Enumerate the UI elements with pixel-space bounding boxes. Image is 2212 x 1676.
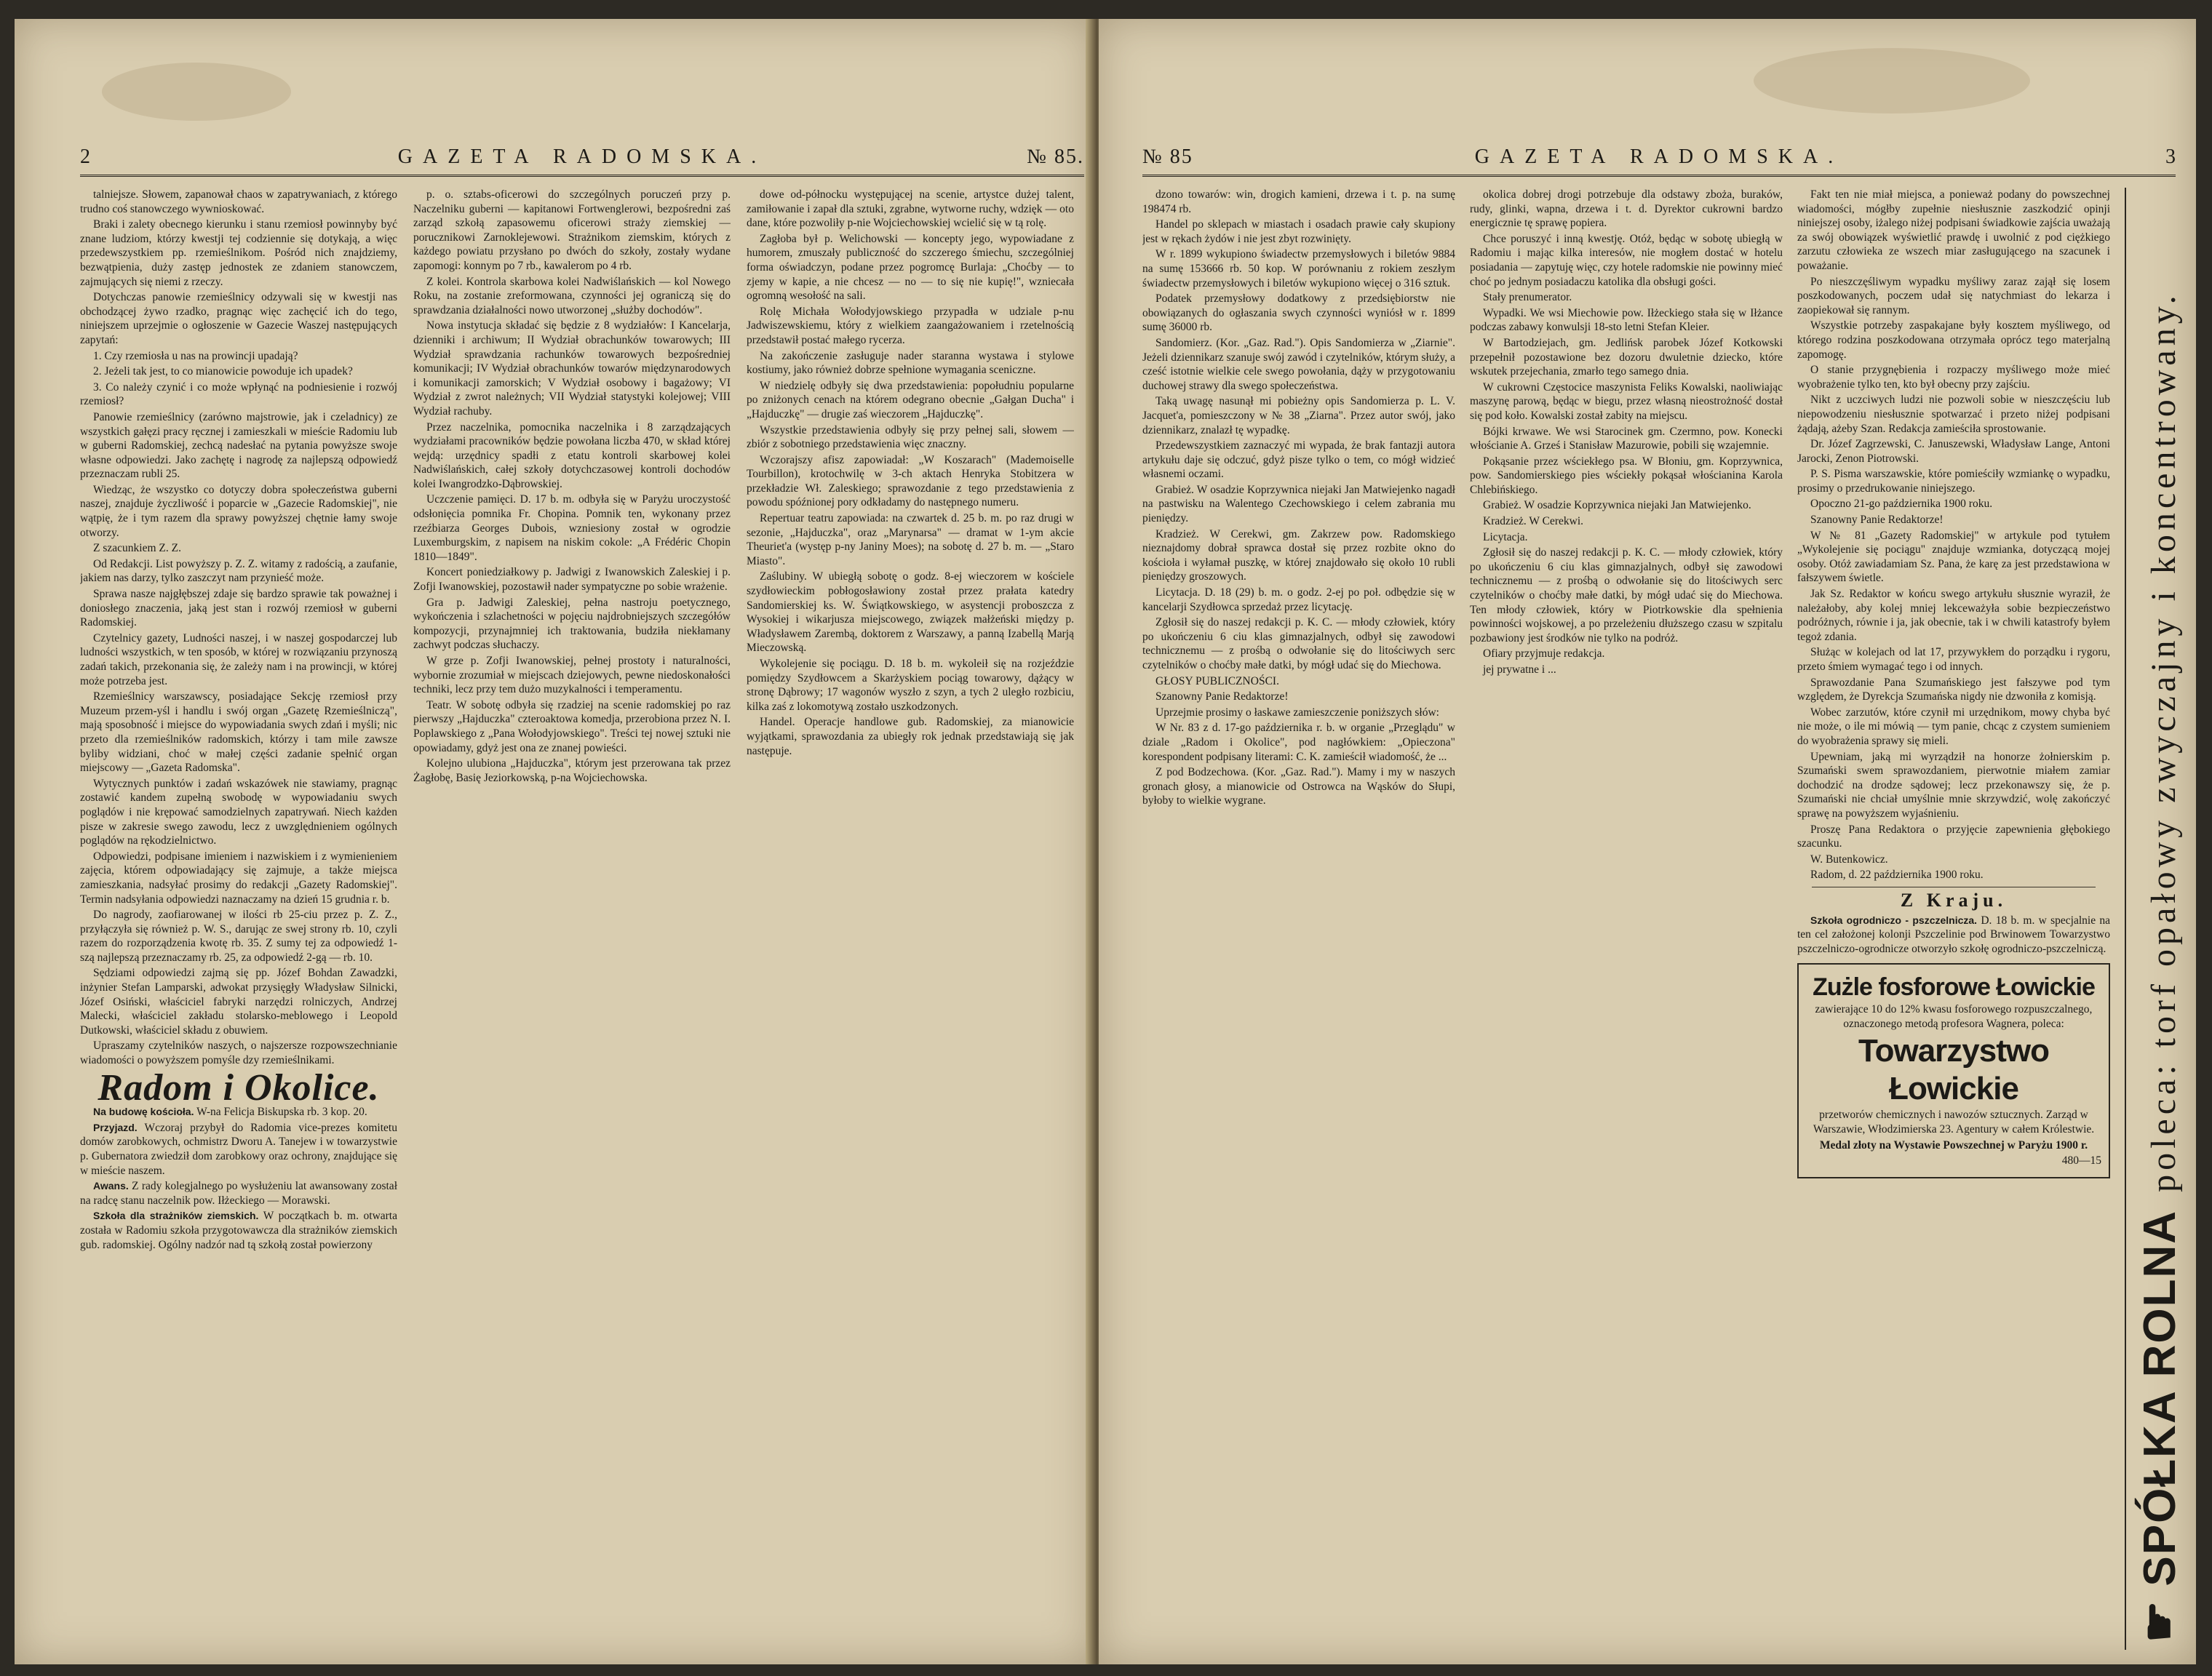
- article-paragraph: Koncert poniedziałkowy p. Jadwigi z Iwanowskich Zaleskiej i p. Zofji Iwanowskiej, pozostawił nader sympatyczne po sobie wrażenie.: [413, 566, 731, 594]
- vertical-ad-tagline: poleca: torf opałowy zwyczajny i koncentrowany.: [2144, 291, 2183, 1192]
- article-paragraph: Proszę Pana Redaktora o przyjęcie zapewnienia głębokiego szacunku.: [1797, 823, 2110, 850]
- section-heading: Radom i Okolice.: [98, 1066, 380, 1109]
- article-paragraph: Teatr. W sobotę odbyła się rzadziej na scenie radomskiej po raz pierwszy „Hajduczka" czteroaktowa komedja, przerobiona przez N. I. Poplawskiego z „Pana Wołodyjowskiego". Treści tej nowej sztuki nie opowiadamy, gdyż jest ona ze znanej powieści.: [413, 698, 731, 754]
- article-paragraph: Dotychczas panowie rzemieślnicy odzywali się w kwestji nas obchodzącej żywo rzadko, pragnąc więc zachęcić ich do tego, niniejszem uprzejmie o ogłoszenie w Gazecie Waszej następujących zapytań:: [80, 291, 397, 346]
- article-paragraph: Dr. Józef Zagrzewski, C. Januszewski, Władysław Lange, Antoni Jarocki, Zenon Piotrowski.: [1797, 438, 2110, 465]
- left-page: [15, 19, 1093, 1664]
- article-paragraph: P. S. Pisma warszawskie, które pomieściły wzmiankę o wypadku, prosimy o przedrukowanie niniejszego.: [1797, 468, 2110, 495]
- article-paragraph: Ofiary przyjmuje redakcja.: [1483, 647, 1605, 661]
- article-paragraph: Czytelnicy gazety, Ludności naszej, i w naszej gospodarczej lub ludności wszystkich, w ten sposób, w której w rozwiązaniu przynoszą zadań takich, przekonania się, że zależy nam i na prowincji, w której może potrzeba jest.: [80, 631, 397, 687]
- article-paragraph: Do nagrody, zaofiarowanej w ilości rb 25-ciu przez p. Z. Z., przyłączyła się również p. W. S., darując ze swej strony rb. 10, czyli razem do rozporządzenia kwotę rb. 35. Z sumy tej za odpowiedź 1-szą najlepszą przeznaczamy rb. 25, za odpowiedź 2-gą — rb. 10.: [80, 909, 397, 964]
- article-paragraph: Nowa instytucja składać się będzie z 8 wydziałów: I Kancelarja, dzienniki i archiwum; II Wydział obrachunków towarowych; III Wydział sprawdzania rachunków towarowych bezpośredniej komunikacji; IV Wydział obrachunków towarów międzynarodowych i komunikacji zamorskich; V Wydział osobowy i bagażowy; VI Wydział z zwrot należnych; VII Wydział statystyki kolejowej; VIII Wydział rachuby.: [413, 319, 731, 418]
- news-kicker: Szkoła dla strażników ziemskich.: [93, 1210, 259, 1222]
- right-page: [1099, 19, 2196, 1664]
- article-paragraph: Z pod Bodzechowa. (Kor. „Gaz. Rad."). Mamy i my w naszych gronach głosy, a mianowicie od Ostrowca na Wąsków do Słupi, byłoby to wielkie wygrane.: [1142, 766, 1455, 807]
- ad-title-top: Zużle fosforowe Łowickie: [1813, 973, 2095, 1002]
- article-paragraph: Pokąsanie przez wściekłego psa. W Błoniu, gm. Koprzywnica, pow. Sandomierskiego pies wściekły pokąsał włościanina Karola Chlebińskiego.: [1470, 455, 1783, 496]
- ad-description: zawierające 10 do 12% kwasu fosforowego rozpuszczalnego, oznaczonego metodą profesora Wagnera, poleca:: [1815, 1003, 2093, 1030]
- masthead: GAZETA RADOMSKA.: [397, 145, 767, 168]
- ad-title-main: Towarzystwo Łowickie: [1858, 1033, 2049, 1107]
- article-paragraph: Sandomierz. (Kor. „Gaz. Rad."). Opis Sandomierza w „Ziarnie". Jeżeli dziennikarz szanuje swój zawód i czytelników, którym służy, a cześć istotnie wielkie cele swego powołania, dąży w przygotowaniu duchowej strawy dla swego społeczeństwa.: [1142, 336, 1455, 392]
- article-paragraph: W Bartodziejach, gm. Jedlińsk parobek Józef Kotkowski przepełnił pozostawione bez dozoru dwuletnie dziecko, które wskutek przejechania, zmarło tego samego dnia.: [1470, 336, 1783, 378]
- issue-number: № 85.: [1027, 145, 1084, 168]
- article-paragraph: Uprzejmie prosimy o łaskawe zamieszczenie poniższych słów:: [1155, 706, 1439, 719]
- article-paragraph: 3. Co należy czynić i co może wpłynąć na podniesienie i rozwój rzemiosł?: [80, 380, 397, 408]
- article-paragraph: Stały prenumerator.: [1483, 291, 1572, 304]
- news-text: Z rady kolegjalnego po wysłużeniu lat awansowany został na radcę stanu naczelnik pow. Iłżeckiego — Morawski.: [80, 1180, 397, 1207]
- article-paragraph: Szanowny Panie Redaktorze!: [1155, 690, 1289, 703]
- article-paragraph: Zgłosił się do naszej redakcji p. K. C. — młody człowiek, który po ukończeniu 6 ciu klas gimnazjalnych, odbył się zawodowi technicznemu — z prośbą o odwołanie się do litościwych serc czytelników o choćby małe datki, by mógł udać się do Miechowa. Ten młody człowiek, który w Piotrkowskie dla spełnienia powinności wojskowej, a po przeleżeniu dłuższego czasu w szpitalu pozbawiony jest środków nie tylko na podróż.: [1470, 546, 1783, 645]
- article-paragraph: Sprawozdanie Pana Szumańskiego jest fałszywe pod tym względem, że Dyrekcja Szumańska nigdy nie dzwoniła z komisją.: [1797, 676, 2110, 703]
- news-text: W-na Felicja Biskupska rb. 3 kop. 20.: [196, 1106, 367, 1119]
- left-page-header: [80, 143, 1084, 177]
- article-paragraph: Fakt ten nie miał miejsca, a ponieważ podany do powszechnej wiadomości, mógłby zupełnie niesłusznie zaszkodzić opinji niniejszej osoby, iżalego niżej podpisani świadkowie zajścia uważają za swój obowiązek wyświetlić prawdę i uwolnić z pod ciężkiego zarzutu człowieka ze wszech miar zasługującego na szacunek i poważanie.: [1797, 188, 2110, 272]
- article-paragraph: dowe od-północku występującej na scenie, artystce dużej talent, zamiłowanie i zapał dla sztuki, zgrabne, wytworne ruchy, wdzięk — oto dane, które pozwoliły p-nie Wojciechowskiej wcielić się w tą rolę.: [747, 188, 1074, 230]
- article-paragraph: Upewniam, jaką mi wyrządził na honorze żołnierskim p. Szumański swem sprawozdaniem, pierwotnie miałem zamiar dochodzić na drodze sądowej; lecz przekonawszy się, że p. Szumański nie chciał umyślnie mnie skrzywdzić, wolę zakończyć sprawę na powyższem wyjaśnieniu.: [1797, 750, 2110, 820]
- article-paragraph: W niedzielę odbyły się dwa przedstawienia: popołudniu popularne po zniżonych cenach na którem odegrano obecnie „Gałgan Ducha" i „Hajduczkę" — drugie zaś wieczorem „Hajduczkę".: [747, 379, 1074, 420]
- right-column-2: [1470, 188, 1783, 1657]
- article-paragraph: Gra p. Jadwigi Zaleskiej, pełna nastroju poetycznego, wykończenia i szlachetności w pojęciu najdrobniejszych szczegółów kompozycji, przynajmniej ich traktowania, budziła niekłamany zachwyt podczas słuchaczy.: [413, 596, 731, 652]
- issue-number: № 85: [1142, 145, 1193, 168]
- article-paragraph: Z szacunkiem Z. Z.: [93, 542, 181, 555]
- news-kicker: Awans.: [93, 1180, 129, 1192]
- news-text: D. 18 b. m. w specjalnie na ten cel założonej kolonji Pszczelinie pod Brwinowem Towarzystwo pszczelniczo-ogrodnicze otworzyło szkołę ogrodniczo-pszczelniczą.: [1797, 914, 2110, 955]
- news-item: [80, 1179, 397, 1208]
- article-paragraph: Rzemieślnicy warszawscy, posiadające Sekcję rzemiosł przy Muzeum przem-yśl i handlu i swój organ „Gazetę Rzemieślniczą", mają sposobność i miejsce do wypowiadania swych zdań i myśli; nic przeto dla rzemieślników radomskich, którzy i tam mile zawsze byliby widziani, choć w małej części zadanie spełnić organ miejscowy — „Gazeta Radomska".: [80, 690, 397, 775]
- article-paragraph: W r. 1899 wykupiono świadectw przemysłowych i biletów 9884 na sumę 153666 rb. 50 kop. W porównaniu z rokiem zeszłym świadectw przemysłowych i biletów wykupiono więcej o 316 sztuk.: [1142, 248, 1455, 290]
- news-text: Wczoraj przybył do Radomia vice-prezes komitetu domów zarobkowych, ochmistrz Dworu A. Tanejew i w towarzystwie p. Gubernatora zwiedził dom zarobkowy oraz ochrony, znajdujące się w mieście naszem.: [80, 1121, 397, 1177]
- vertical-advertisement: [2125, 188, 2192, 1650]
- article-paragraph: W. Butenkowicz.: [1810, 853, 1888, 866]
- article-paragraph: Wczorajszy afisz zapowiadał: „W Koszarach" (Mademoiselle Tourbillon), krotochwilę w 3-ch aktach Henryka Stobitzera w przekładzie Wł. Zaleskiego; sprawozdanie z tego przedstawienia z powodu spóźnionej pory odkładamy do następnego numeru.: [747, 453, 1074, 509]
- article-paragraph: Kradzież. W Cerekwi.: [1483, 515, 1584, 528]
- article-paragraph: Na zakończenie zasługuje nader staranna wystawa i stylowe kostiumy, jako również dobrze spełnione wymagania sceniczne.: [747, 349, 1074, 377]
- article-paragraph: 2. Jeżeli tak jest, to co mianowicie powoduje ich upadek?: [93, 365, 353, 378]
- article-paragraph: Wiedząc, że wszystko co dotyczy dobra społeczeństwa guberni naszej, znajduje życzliwość i poparcie w „Gazecie Radomskiej", nie wątpię, że i tym razem dla sprawy powyższej chętnie łamy swoje otworzy.: [80, 483, 397, 539]
- news-kicker: Przyjazd.: [93, 1121, 138, 1133]
- article-paragraph: W cukrowni Częstocice maszynista Feliks Kowalski, naoliwiając maszynę parową, będąc w biegu, przez własną nieostrożność dostał się pod koło. Kowalski został zabity na miejscu.: [1470, 380, 1783, 422]
- article-paragraph: talniejsze. Słowem, zapanował chaos w zapatrywaniach, z którego trudno coś stanowczego wywnioskować.: [80, 188, 397, 215]
- article-paragraph: Nikt z uczciwych ludzi nie pozwoli sobie w nieszczęściu lub niepowodzeniu niesłusznie spotwarzać i przeto niżej podpisani żądają, ażeby Szan. Redakcja zamieściła sprostowanie.: [1797, 394, 2110, 435]
- article-paragraph: Handel po sklepach w miastach i osadach prawie cały skupiony jest w rękach żydów i nie jest zbyt rozwinięty.: [1142, 218, 1455, 245]
- article-paragraph: Grabież. W osadzie Koprzywnica niejaki Jan Matwiejenko nagadł na pastwisku na Walentego Czechowskiego i celem zabrania mu pieniędzy.: [1142, 483, 1455, 525]
- article-paragraph: okolica dobrej drogi potrzebuje dla odstawy zboża, buraków, rudy, glinki, wapna, drzewa i t. d. Dyrektor cukrowni bardzo energicznie tę sprawę popiera.: [1470, 188, 1783, 230]
- article-paragraph: Od Redakcji. List powyższy p. Z. Z. witamy z radością, a zaufanie, jakiem nas darzy, tylko zaszczyt nam przynieść może.: [80, 557, 397, 585]
- article-paragraph: Bójki krwawe. We wsi Starocinek gm. Czermno, pow. Konecki włościanie A. Grześ i Stanisław Mazurowie, pobili się wzajemnie.: [1470, 425, 1783, 452]
- article-paragraph: 1. Czy rzemiosła u nas na prowincji upadają?: [93, 349, 298, 362]
- article-paragraph: Wszystkie potrzeby zaspakajane były kosztem myśliwego, od którego rodzina poszkodowana otrzymała oprócz tego materjalną zapomogę.: [1797, 319, 2110, 361]
- article-paragraph: Z kolei. Kontrola skarbowa kolei Nadwiślańskich — kol Nowego Roku, na zostanie zreformowana, czynności jej ograniczą się do sprawdzania działalności nowo utworzonej „służby dochodów".: [413, 275, 731, 316]
- vertical-ad-name: SPÓŁKA ROLNA: [2135, 1209, 2185, 1587]
- article-paragraph: Kolejno ulubiona „Hajduczka", którym jest przerowana tak przez Żagłobę, Basię Jeziorkowską, p-na Wojciechowska.: [413, 757, 731, 784]
- news-item: [80, 1105, 397, 1120]
- article-paragraph: Grabież. W osadzie Koprzywnica niejaki Jan Matwiejenko.: [1483, 499, 1751, 512]
- article-paragraph: Sprawa nasze najgłębszej zdaje się bardzo sprawie tak poważnej i doniosłego znaczenia, jaką jest stan i rozwój rzemiosł w guberni Radomskiej.: [80, 588, 397, 629]
- article-paragraph: Repertuar teatru zapowiada: na czwartek d. 25 b. m. po raz drugi w sezonie, „Hajduczka", oraz „Marynarsa" — dramat w 1-ym akcie Theuriet'a (występ p-ny Janiny Moes); na sobotę d. 27 b. m. — „Staro Miasto".: [747, 512, 1074, 567]
- ad-details: przetworów chemicznych i nawozów sztucznych. Zarząd w Warszawie, Włodzimierska 23. Agentury w całem Królestwie.: [1813, 1109, 2095, 1136]
- article-paragraph: Chce poruszyć i inną kwestję. Otóż, będąc w sobotę ubiegłą w Radomiu i mając kilka interesów, nie mogłem dostać w hotelu posiadania — zapytuję więc, czy hotele radomskie nie powinny mieć choć po jednym posiadaczu katolika dla obsługi gości.: [1470, 232, 1783, 288]
- left-column-2: [413, 188, 731, 1657]
- article-paragraph: Panowie rzemieślnicy (zarówno majstrowie, jak i czeladnicy) ze wszystkich gałęzi pracy ręcznej i zamieszkali w mieście Radomiu lub w guberni Radomskiej, zechcą nadesłać na pytania powyższe swoje własne odpowiedzi. Jako zachętę i nagrodę za najlepszą odpowiedź przeznaczam rubli 25.: [80, 410, 397, 481]
- article-paragraph: Po nieszczęśliwym wypadku myśliwy zaraz zajął się losem poszkodowanych, poczem udał się natychmiast do lekarza i zaopiekował się rannym.: [1797, 275, 2110, 316]
- article-paragraph: Taką uwagę nasunął mi pobieżny opis Sandomierza p. L. V. Jacquet'a, pomieszczony w № 38 „Ziarna". Przez autor swój, jako dziennikarz, znalazł tę wypadkę.: [1142, 395, 1455, 436]
- article-paragraph: Podatek przemysłowy dodatkowy z przedsiębiorstw nie obowiązanych do ogłaszania swych czynności wyniósł w r. 1899 sumę 36000 rb.: [1142, 292, 1455, 334]
- article-paragraph: Odpowiedzi, podpisane imieniem i nazwiskiem i z wymienieniem zajęcia, którem odpowiadający się zajmuje, a także miejsca zamieszkania, nadsyłać prosimy do redakcji „Gazety Radomskiej". Termin nadsyłania odpowiedzi naznaczamy na dzień 15 grudnia r. b.: [80, 850, 397, 906]
- article-paragraph: Zaślubiny. W ubiegłą sobotę o godz. 8-ej wieczorem w kościele szydłowieckim pobłogosławiony został przez prałata katedry Sandomierskiej ks. W. Świątkowskiego, w asystencji proboszcza z Wysokiej i wikarjusza miejscowego, związek małżeński między p. Władysławem Zarembą, doktorem z Warszawy, a panną Izabellą Marją Mieczowską.: [747, 570, 1074, 655]
- page-number: 3: [2165, 145, 2176, 168]
- article-paragraph: Radom, d. 22 października 1900 roku.: [1810, 869, 1984, 882]
- article-paragraph: W Nr. 83 z d. 17-go października r. b. w organie „Przeglądu" w dziale „Radom i Okolice", pod nagłówkiem: „Opieczona" korespondent podpisany literami: C. K. zamieścił wiadomość, że ...: [1142, 722, 1455, 763]
- article-paragraph: GŁOSY PUBLICZNOŚCI.: [1155, 674, 1279, 687]
- article-paragraph: Sędziami odpowiedzi zajmą się pp. Józef Bohdan Zawadzki, inżynier Stefan Lamparski, adwokat przysięgły Władysław Silnicki, Józef Osiński, właściciel fabryki narzędzi rolniczych, Andrzej Malecki, właściciel zakładu stolarsko-meblowego i Leopold Dutkowski, właściciel składu z obuwiem.: [80, 967, 397, 1037]
- article-paragraph: Wobec zarzutów, które czynił mi urzędnikom, mowy chyba być nie może, o ile mi mówią — tym panie, chcąc z czystem sumieniem do wyobrażenia sprawy się mieli.: [1797, 706, 2110, 747]
- article-paragraph: p. o. sztabs-oficerowi do szczególnych poruczeń przy p. Naczelniku guberni — kapitanowi Fortwenglerowi, bezpośredni zaś zarząd szkołą zapasowemu oficerowi straży ziemskiej — porucznikowi Zarnoklejewowi. Strażnikom ziemskim, których z każdego powiatu przysłano po dwóch do szkoły, zostały wydane zapomogi: konnym po 7 rb., kawalerom po 4 rb.: [413, 188, 731, 272]
- article-paragraph: Zgłosił się do naszej redakcji p. K. C. — młody człowiek, który po ukończeniu 6 ciu klas gimnazjalnych, odbył się zawodowi technicznemu — z prośbą o odwołanie się do litościwych serc czytelników o choćby małe datki, by mógł udać się do Miechowa.: [1142, 616, 1455, 671]
- article-paragraph: W № 81 „Gazety Radomskiej" w artykule pod tytułem „Wykolejenie się pociągu" znajduje wzmianka, dotyczącą mojej osoby. Otóż zawiadamiam Sz. Pana, że karę za jest przedstawiona w fałszywem świetle.: [1797, 529, 2110, 585]
- article-paragraph: jej prywatne i ...: [1483, 663, 1556, 676]
- page-number: 2: [80, 145, 90, 168]
- article-paragraph: Służąc w kolejach od lat 17, przywykłem do porządku i rygoru, przeto śmiem wymagać tego i od innych.: [1797, 646, 2110, 673]
- news-item: [80, 1209, 397, 1252]
- ad-award: Medal złoty na Wystawie Powszechnej w Paryżu 1900 r.: [1819, 1138, 2088, 1152]
- article-paragraph: Uczczenie pamięci. D. 17 b. m. odbyła się w Paryżu uroczystość odsłonięcia pomnika Fr. Chopina. Pomnik ten, wykonany przez rzeźbiarza Georges Dubois, wzniesiony został w ogrodzie Luxemburgskim, z napisem na niskim cokole: „A Frédéric Chopin 1810—1849".: [413, 493, 731, 563]
- right-column-3: [1797, 188, 2110, 1657]
- left-column-1: [80, 188, 397, 1657]
- article-paragraph: Licytacja. D. 18 (29) b. m. o godz. 2-ej po poł. odbędzie się w kancelarji Szydłowca sprzedaż przez licytację.: [1142, 586, 1455, 613]
- article-paragraph: Szanowny Panie Redaktorze!: [1810, 514, 1944, 527]
- ad-reference: 480—15: [2061, 1154, 2101, 1168]
- article-paragraph: Opoczno 21-go października 1900 roku.: [1810, 498, 1993, 511]
- masthead: GAZETA RADOMSKA.: [1474, 145, 1844, 168]
- article-paragraph: Jak Sz. Redaktor w końcu swego artykułu słusznie wyraził, że należałoby, aby kolej mniej lekceważyła sobie bezpieczeństwo podróżnych, równie i ja, jak obecnie, tak i w chwili katastrofy byłem tegoż zdania.: [1797, 588, 2110, 643]
- article-paragraph: Rolę Michała Wołodyjowskiego przypadła w udziale p-nu Jadwiszewskiemu, który z wielkiem zaangażowaniem i rzetelnością przedstawił postać małego rycerza.: [747, 305, 1074, 346]
- article-paragraph: Przedewszystkiem zaznaczyć mi wypada, że brak fantazji autora artykułu daje się odczuć, gdyż pisze tylko o tem, co mógł widzieć własnemi oczami.: [1142, 439, 1455, 481]
- article-paragraph: Licytacja.: [1483, 530, 1528, 543]
- news-text: W początkach b. m. otwarta została w Radomiu szkoła przygotowawcza dla strażników ziemskich gub. radomskiej. Ogólny nadzór nad tą szkołą został powierzony: [80, 1210, 397, 1251]
- news-item: [1797, 914, 2110, 957]
- news-kicker: Na budowę kościoła.: [93, 1106, 194, 1118]
- kraju-heading: Z Kraju.: [1900, 889, 2008, 911]
- article-paragraph: dzono towarów: win, drogich kamieni, drzewa i t. p. na sumę 198474 rb.: [1142, 188, 1455, 215]
- article-paragraph: Kradzież. W Cerekwi, gm. Zakrzew pow. Radomskiego nieznajdomy dobrał sprawca dostał się przez rozbite okno do kościoła i wyłamał puszkę, w której znajdowało się około 10 rubli pieniędzy groszowych.: [1142, 527, 1455, 583]
- right-page-header: [1142, 143, 2176, 177]
- article-paragraph: O stanie przygnębienia i rozpaczy myśliwego może mieć wyobrażenie tylko ten, kto był obecny przy zajściu.: [1797, 364, 2110, 391]
- left-column-3: [747, 188, 1074, 1657]
- article-paragraph: Braki i zalety obecnego kierunku i stanu rzemiosł powinnyby być znane ludziom, którzy kwestji tej codziennie się dotykają, a więc przedewszystkiem pp. rzemieślnikom. Pośród nich znajdziemy, bezwątpienia, duży zastęp jednostek ze zdaniem stanowczem, zajmujących się niemi z rzeczy.: [80, 218, 397, 288]
- article-paragraph: W grze p. Zofji Iwanowskiej, pełnej prostoty i naturalności, wybornie zrozumiał w miejscach dziejowych, pewne niedoskonałości techniki, lecz przy tem dużo muzykalności i temperamentu.: [413, 655, 731, 696]
- pointing-hand-icon: ☛: [2133, 1599, 2185, 1643]
- article-paragraph: Wypadki. We wsi Miechowie pow. Iłżeckiego stała się w Iłżance podczas zabawy konwulsji 18-sto letni Stefan Kleier.: [1470, 306, 1783, 334]
- article-paragraph: Zagłoba był p. Welichowski — koncepty jego, wypowiadane z humorem, zmuszały publiczność do szczerego śmiechu, szczególniej forma oświadczyn, podane przez pogromcę Burlaja: „Choćby — to zjemy w kapie, a nie chcesz — no — to się nie kupię!", wzniecała ogromną wesołość na sali.: [747, 232, 1074, 303]
- news-item: [80, 1121, 397, 1178]
- right-column-1: [1142, 188, 1455, 1657]
- article-paragraph: Upraszamy czytelników naszych, o najszersze rozpowszechnianie wiadomości o powyższem pomyśle dzy rzemieślnikami.: [80, 1039, 397, 1067]
- article-paragraph: Handel. Operacje handlowe gub. Radomskiej, za mianowicie wyjątkami, sprawozdania za ubiegły rok jednak przedstawiają się jak następuje.: [747, 716, 1074, 757]
- article-paragraph: Wytycznych punktów i zadań wskazówek nie stawiamy, pragnąc zostawić kandem zupełną swobodę w wypowiadaniu swych poglądów i nie krępować samodzielnych zapatrywań. Niech każden pisze w zakresie swego zawodu, lecz z uwzględnieniem ogólnych poglądów na rękodzielnictwo.: [80, 777, 397, 847]
- news-kicker: Szkoła ogrodniczo - pszczelnicza.: [1810, 914, 1978, 926]
- article-paragraph: Wszystkie przedstawienia odbyły się przy pełnej sali, słowem — zbiór z sobotniego przedstawienia więc znaczny.: [747, 423, 1074, 451]
- lowickie-advertisement: [1797, 963, 2110, 1178]
- article-paragraph: Wykolejenie się pociągu. D. 18 b. m. wykoleił się na rozjeździe pomiędzy Szydłowcem a Skarżyskiem pociąg towarowy, dążący w stronę Dąbrowy; 17 wagonów wyszło z szyn, a tych 2 uległo rozbiciu, kilka zaś z lokomotywą zostało uszkodzonych.: [747, 658, 1074, 713]
- article-paragraph: Przez naczelnika, pomocnika naczelnika i 8 zarządzających wydziałami pracowników będzie powołana liczba 470, w skład której wejdą: urzędnicy spadłi z etatu kontroli skarbowej kolei Nadwiślańskich, całej szkoły dotychczasowej kontroli dochodów kolei Iwangrodzko-Dąbrowskiej.: [413, 420, 731, 490]
